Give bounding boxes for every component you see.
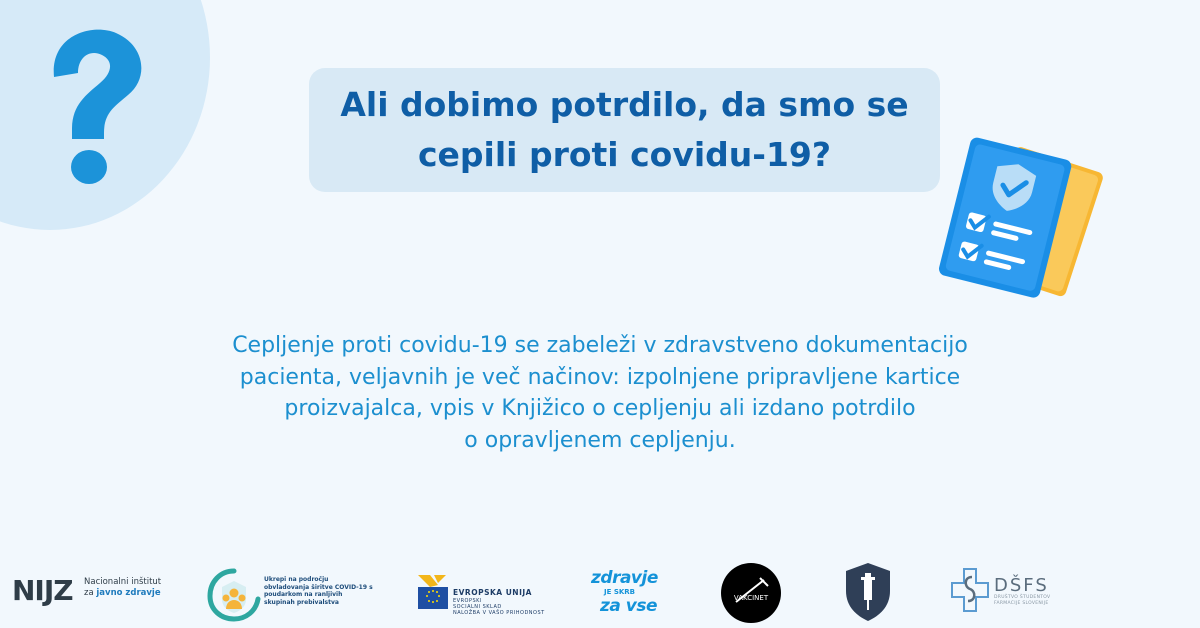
covid-project-text: Ukrepi na področju obvladovanja širitve COVID-19 s poudarkom na ranljivih skupinah prebivalstva	[264, 576, 373, 606]
body-line-3: proizvajalca, vpis v Knjižico o cepljenju ali izdano potrdilo	[284, 396, 916, 421]
vakcinet-logo-icon	[720, 562, 782, 624]
eu-subtitle: EVROPSKI SOCIALNI SKLAD NALOŽBA V VAŠO PRIHODNOST	[453, 598, 545, 616]
body-paragraph	[150, 330, 1050, 456]
page-title-line-1: Ali dobimo potrdilo, da smo se	[340, 85, 909, 124]
eu-flag-icon	[416, 573, 450, 611]
vakcinet-logo-text: VAKCINET	[733, 594, 769, 602]
covid-project-logo-icon	[206, 567, 262, 623]
body-line-1: Cepljenje proti covidu-19 se zabeleži v zdravstveno dokumentacijo	[232, 333, 968, 358]
dsfs-logo-text: DRUŠTVO ŠTUDENTOV FARMACIJE SLOVENIJE	[994, 595, 1051, 606]
page-title-line-2: cepili proti covidu-19?	[417, 135, 832, 174]
body-line-4: o opravljenem cepljenju.	[464, 427, 736, 453]
body-line-2: pacienta, veljavnih je več načinov: izpolnjene pripravljene kartice	[239, 364, 961, 390]
question-mark-icon	[32, 15, 162, 190]
zdravje-logo-line-2: JE SKRB	[604, 588, 636, 596]
syringe-shield-logo-icon	[843, 561, 893, 623]
zdravje-logo-line-1: zdravje	[591, 568, 658, 588]
nijz-logo-text	[84, 577, 161, 599]
dsfs-logo-icon	[948, 565, 992, 615]
eu-title: EVROPSKA UNIJA	[453, 588, 532, 597]
nijz-line-2: za javno zdravje	[84, 588, 161, 598]
logo-strip	[0, 555, 1200, 628]
dsfs-logo-mark: DŠFS	[994, 575, 1049, 596]
nijz-line-1: Nacionalni inštitut	[84, 577, 162, 587]
zdravje-logo-line-3: za vse	[600, 596, 658, 616]
certificate-document-icon	[932, 132, 1107, 307]
nijz-logo-mark: NIJZ	[12, 574, 73, 607]
